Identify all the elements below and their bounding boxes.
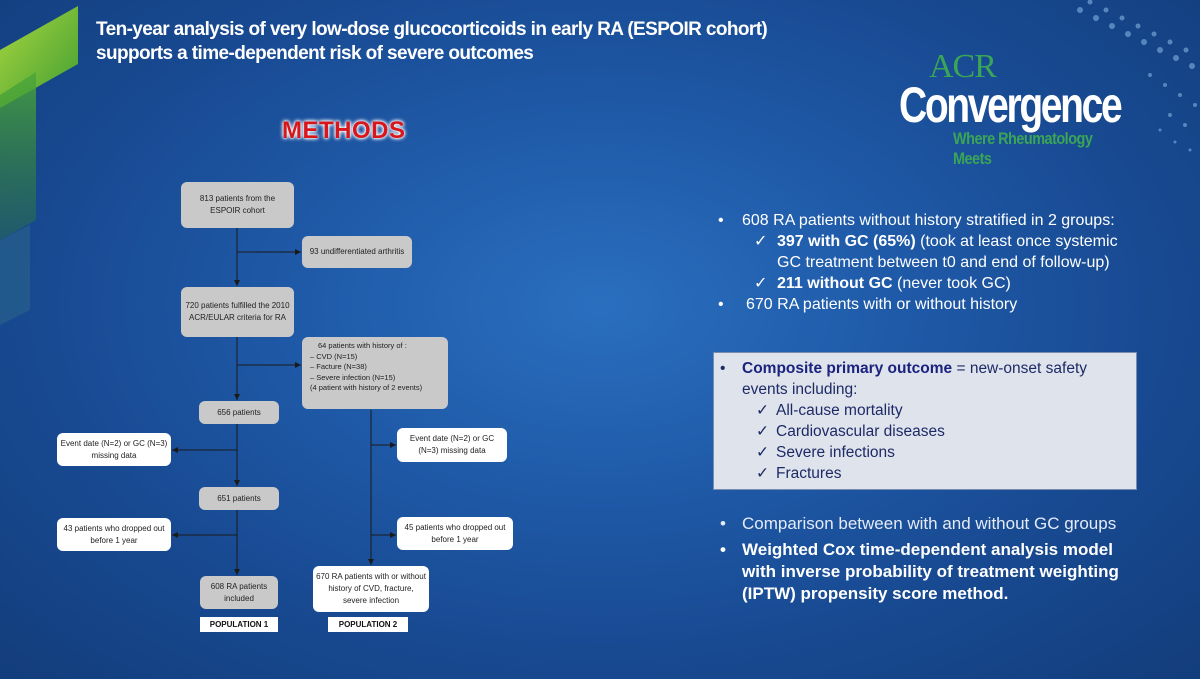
flow-651-text: 651 patients xyxy=(217,493,261,503)
flow-history-note: (4 patient with history of 2 events) xyxy=(310,383,423,392)
flow-history-item: – CVD (N=15) xyxy=(310,351,358,361)
check-icon: ✓ xyxy=(756,423,769,440)
check-icon: ✓ xyxy=(754,275,768,292)
flow-651-box xyxy=(199,487,279,510)
analysis-section xyxy=(718,513,1128,605)
flow-start-box xyxy=(181,182,294,228)
flow-final-right-text: 670 RA patients with or without history of CVD, fracture, severe infection xyxy=(316,572,426,605)
flow-start-text: 813 patients from the ESPOIR cohort xyxy=(199,194,276,215)
groups-bullet-2: • 670 RA patients with or without history xyxy=(718,296,1018,313)
gc-group-rest: (took at least once systemic GC treatment between t0 and end of follow-up) xyxy=(777,233,1118,271)
groups-bullet-1: • 608 RA patients without history stratified in 2 groups: xyxy=(718,212,1115,229)
outcome-item xyxy=(714,400,1136,421)
flow-history-header: 64 patients with history of : xyxy=(318,341,407,350)
methods-heading: METHODS xyxy=(282,117,406,144)
groups-section xyxy=(714,210,1124,315)
logo-acr: ACR xyxy=(929,48,996,85)
outcome-item-text: Severe infections xyxy=(776,444,895,461)
outcome-label-rest: = new-onset safety events including: xyxy=(742,360,1087,398)
flow-dropped-left-text: 43 patients who dropped out before 1 year xyxy=(63,523,165,545)
outcome-item xyxy=(714,463,1136,484)
check-icon: ✓ xyxy=(756,444,769,461)
flow-missing-left-text: Event date (N=2) or GC (N=3) missing data xyxy=(60,438,168,460)
groups-bullet-2-text: 670 RA patients with or without history xyxy=(746,296,1018,313)
outcome-item-text: Cardiovascular diseases xyxy=(776,423,945,440)
nogc-group-rest: (never took GC) xyxy=(892,275,1011,292)
flow-dropped-right-box xyxy=(397,517,513,550)
flow-history-item: – Severe infection (N=15) xyxy=(310,372,396,382)
analysis-comparison-text: Comparison between with and without GC groups xyxy=(742,514,1117,533)
nogc-group-bold: 211 without GC xyxy=(777,275,893,292)
analysis-comparison: • Comparison between with and without GC groups xyxy=(720,514,1117,533)
outcome-label-bold: Composite primary outcome xyxy=(742,360,953,377)
outcome-item-text: Fractures xyxy=(776,465,842,482)
check-icon: ✓ xyxy=(756,402,769,419)
flow-history-item: – Facture (N=38) xyxy=(310,362,367,371)
outcome-panel xyxy=(713,352,1137,490)
flow-undiff-text: 93 undifferentiated arthritis xyxy=(309,247,405,256)
logo-convergence: Convergence xyxy=(899,77,1121,133)
flow-history-box xyxy=(302,337,448,409)
check-icon: ✓ xyxy=(754,233,768,250)
flow-final-right-box xyxy=(313,566,429,612)
flow-656-text: 656 patients xyxy=(217,407,261,417)
flow-final-left-box xyxy=(200,576,278,609)
check-icon: ✓ xyxy=(756,465,769,482)
logo-tagline: Where Rheumatology Meets xyxy=(953,129,1093,168)
population-2-label: POPULATION 2 xyxy=(328,617,408,632)
flow-fulfilled-box xyxy=(181,287,294,337)
flow-missing-right-box xyxy=(397,428,507,462)
flow-dropped-right-text: 45 patients who dropped out before 1 year xyxy=(404,522,506,544)
slide-title: Ten-year analysis of very low-dose glucocorticoids in early RA (ESPOIR cohort) supports a time-dependent risk of severe outcomes xyxy=(96,19,768,64)
analysis-model-text: Weighted Cox time-dependent analysis model with inverse probability of treatment weighting (IPTW) propensity score method. xyxy=(742,540,1119,603)
flow-missing-left-box xyxy=(57,433,171,466)
analysis-model: • Weighted Cox time-dependent analysis model with inverse probability of treatment weighting (IPTW) propensity score method. xyxy=(720,540,1119,603)
gc-group-bold: 397 with GC (65%) xyxy=(777,233,916,250)
outcome-item xyxy=(714,442,1136,463)
outcome-item-text: All-cause mortality xyxy=(776,402,903,419)
flow-dropped-left-box xyxy=(57,518,171,551)
gc-group-item xyxy=(714,231,1124,273)
flow-656-box xyxy=(199,401,279,424)
population-1-label: POPULATION 1 xyxy=(200,617,278,632)
flow-undiff-box xyxy=(302,236,412,268)
groups-bullet-1-text: 608 RA patients without history stratified in 2 groups: xyxy=(742,212,1115,229)
flow-missing-right-text: Event date (N=2) or GC (N=3) missing data xyxy=(409,434,495,455)
flow-fulfilled-text: 720 patients fulfilled the 2010 ACR/EULAR criteria for RA xyxy=(185,301,290,322)
nogc-group-item xyxy=(714,273,1124,294)
outcome-label: • Composite primary outcome = new-onset safety events including: xyxy=(720,360,1087,398)
outcome-item xyxy=(714,421,1136,442)
flow-final-left-text: 608 RA patients included xyxy=(210,581,268,603)
